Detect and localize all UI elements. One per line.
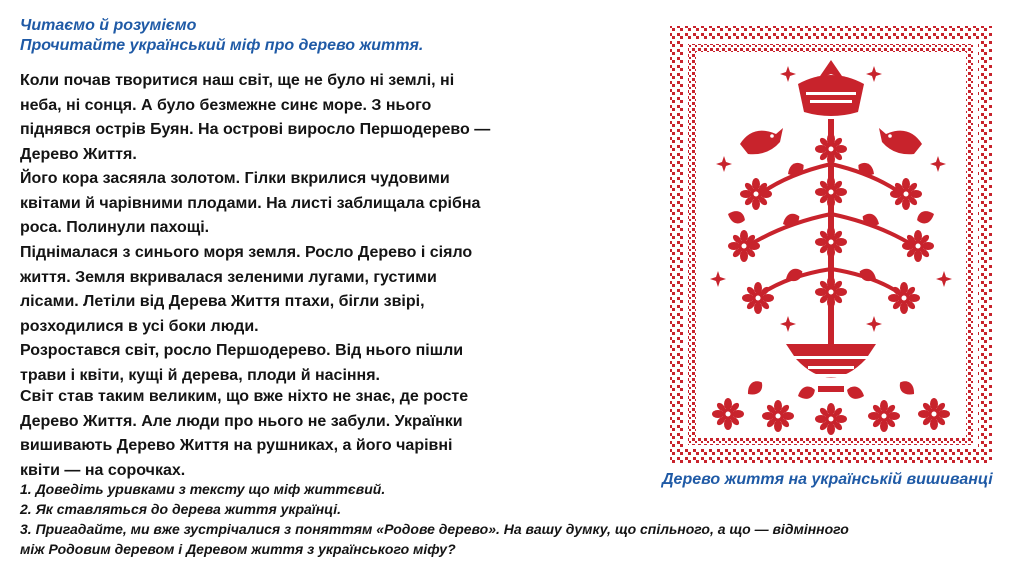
heading-instruction: Прочитайте український міф про дерево життя.: [20, 37, 424, 54]
question-3-continuation: між Родовим деревом і Деревом життя з українського міфу?: [20, 541, 456, 557]
text-line: Дерево Життя. Але люди про нього не забули. Українки: [20, 412, 463, 430]
text-line: Піднімалася з синього моря земля. Росло Дерево і сіяло: [20, 244, 473, 261]
text-line: роса. Полинули пахощі.: [20, 219, 210, 236]
question-2: 2. Як ставляться до дерева життя українці.: [20, 501, 341, 517]
paragraph-1: [20, 69, 530, 241]
heading-title: Читаємо й розуміємо: [20, 17, 197, 34]
paragraph-2: [20, 241, 530, 388]
heading: [20, 16, 423, 56]
text-line: Дерево Життя.: [20, 145, 137, 163]
text-line: квіти — на сорочках.: [20, 461, 186, 479]
text-line: квітами й чарівними плодами. На листі заблищала срібна: [20, 194, 481, 212]
text-line: Світ став таким великим, що вже ніхто не знає, де росте: [20, 388, 469, 405]
text-line: життя. Земля вкривалася зеленими лугами, густими: [20, 268, 437, 286]
image-caption: Дерево життя на українській вишиванці: [662, 471, 993, 488]
text-line: вишивають Дерево Життя на рушниках, а його чарівні: [20, 437, 453, 454]
text-line: трави і квіти, кущі й дерева, плоди й насіння.: [20, 366, 380, 384]
text-line: розходилися в усі боки люди.: [20, 317, 259, 335]
text-line: Коли почав творитися наш світ, ще не було ні землі, ні: [20, 72, 455, 89]
question-3: 3. Пригадайте, ми вже зустрічалися з поняттям «Родове дерево». На вашу думку, що спільного, а що — відмінного: [20, 521, 849, 537]
text-line: неба, ні сонця. А було безмежне синє море. З нього: [20, 96, 432, 114]
question-1: 1. Доведіть уривками з тексту що міф життєвий.: [20, 481, 386, 497]
text-line: Його кора засяяла золотом. Гілки вкрилися чудовими: [20, 170, 450, 187]
text-line: піднявся острів Буян. На острові виросло Першодерево —: [20, 121, 491, 138]
questions-list: [20, 479, 849, 559]
text-line: лісами. Летіли від Дерева Життя птахи, бігли звірі,: [20, 293, 425, 310]
tree-of-life-embroidery: [668, 24, 994, 465]
paragraph-3: [20, 385, 530, 483]
text-line: Розростався світ, росло Першодерево. Від нього пішли: [20, 342, 464, 359]
